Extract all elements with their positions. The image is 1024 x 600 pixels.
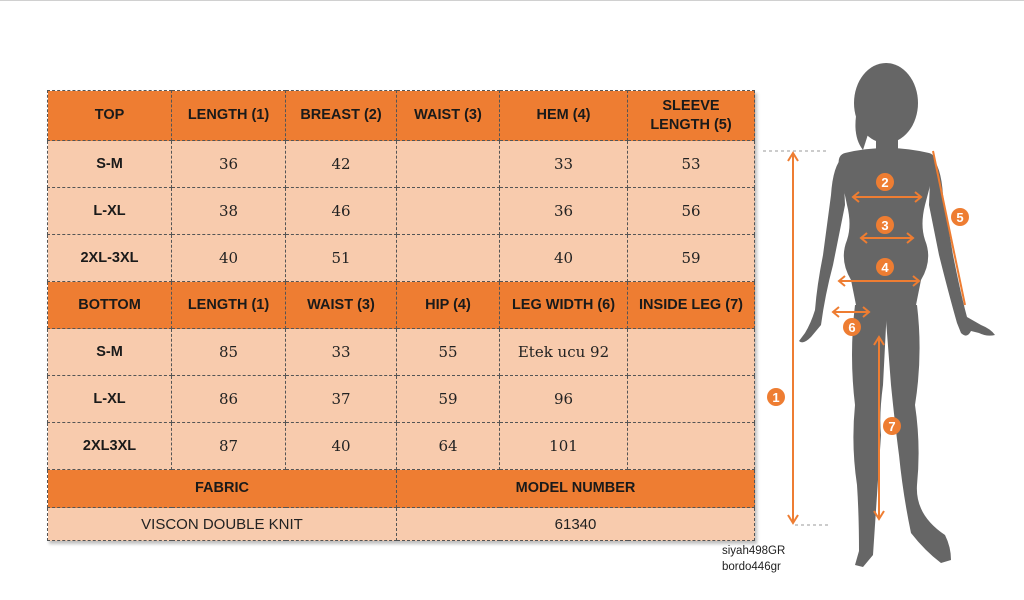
measurement-cell: 40 [172,235,286,282]
svg-text:7: 7 [888,419,896,434]
measurement-cell: 40 [500,235,628,282]
top-section-header-row [48,91,755,141]
fabric-header: FABRIC [48,470,397,508]
table-row [48,329,755,376]
measurement-cell: 51 [286,235,397,282]
guide-lines [763,151,829,525]
column-header: TOP [48,91,172,141]
table-row [48,235,755,282]
model-number-value: 61340 [397,508,755,541]
measurement-cell [628,423,755,470]
size-label: 2XL-3XL [48,235,172,282]
measurement-cell: 85 [172,329,286,376]
svg-text:3: 3 [881,218,889,233]
measurement-cell: 86 [172,376,286,423]
measurement-cell: 87 [172,423,286,470]
measurement-cell: 33 [286,329,397,376]
table-row [48,188,755,235]
measurement-cell: 36 [500,188,628,235]
column-header: LENGTH (1) [172,282,286,329]
measurement-cell: 59 [628,235,755,282]
table-row [48,376,755,423]
measurement-cell: 96 [500,376,628,423]
column-header: BOTTOM [48,282,172,329]
color-code: bordo446gr [722,561,781,573]
measurement-cell: 33 [500,141,628,188]
svg-text:2: 2 [881,175,889,190]
color-code: siyah498GR [722,545,786,557]
column-header: LEG WIDTH (6) [500,282,628,329]
measurement-cell [397,235,500,282]
column-header: WAIST (3) [397,91,500,141]
table-row [48,423,755,470]
measurement-cell [397,188,500,235]
marker-4 [876,258,894,276]
column-header: WAIST (3) [286,282,397,329]
measurement-cell [628,376,755,423]
svg-text:4: 4 [881,260,889,275]
svg-text:6: 6 [848,320,856,335]
body-measurement-figure [755,55,1015,585]
size-label: S-M [48,141,172,188]
body-silhouette [799,63,995,567]
top-divider [0,0,1024,1]
column-header: HIP (4) [397,282,500,329]
measurement-cell [628,329,755,376]
column-header: BREAST (2) [286,91,397,141]
measurement-cell: 53 [628,141,755,188]
table-row [48,141,755,188]
column-header: INSIDE LEG (7) [628,282,755,329]
size-chart-table [47,90,755,541]
measurement-cell: 40 [286,423,397,470]
marker-3 [876,216,894,234]
measurement-cell: 56 [628,188,755,235]
column-header: HEM (4) [500,91,628,141]
measurement-cell [397,141,500,188]
info-header-row [48,470,755,508]
bottom-section-header-row [48,282,755,329]
size-label: 2XL3XL [48,423,172,470]
size-label: S-M [48,329,172,376]
measurement-cell: 36 [172,141,286,188]
marker-2 [876,173,894,191]
measurement-cell: 42 [286,141,397,188]
info-value-row [48,508,755,541]
measurement-cell: 59 [397,376,500,423]
size-label: L-XL [48,376,172,423]
column-header: LENGTH (1) [172,91,286,141]
fabric-value: VISCON DOUBLE KNIT [48,508,397,541]
measurement-cell: 64 [397,423,500,470]
measurement-cell: Etek ucu 92 [500,329,628,376]
svg-text:1: 1 [772,390,780,405]
model-number-header: MODEL NUMBER [397,470,755,508]
column-header: SLEEVE LENGTH (5) [628,91,755,141]
size-label: L-XL [48,188,172,235]
marker-5 [951,208,969,226]
marker-6 [843,318,861,336]
measurement-cell: 55 [397,329,500,376]
measurement-cell: 101 [500,423,628,470]
marker-1 [767,388,785,406]
measurement-cell: 46 [286,188,397,235]
svg-text:5: 5 [956,210,964,225]
measurement-cell: 38 [172,188,286,235]
marker-7 [883,417,901,435]
measurement-cell: 37 [286,376,397,423]
